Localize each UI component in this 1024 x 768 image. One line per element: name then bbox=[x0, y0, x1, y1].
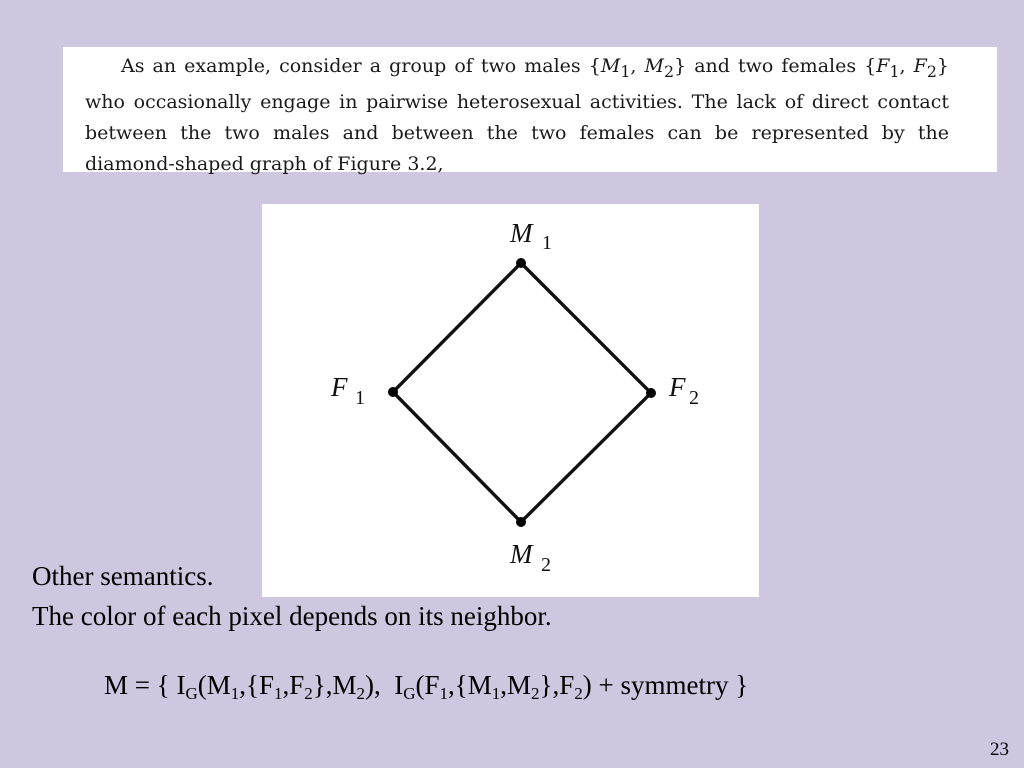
vertex-sub-f1: 1 bbox=[355, 387, 365, 409]
formula-t2c: ,M bbox=[500, 670, 531, 700]
vertex-m1 bbox=[516, 258, 526, 268]
excerpt-m1-sub: 1 bbox=[620, 61, 631, 81]
edge-f1-m2 bbox=[393, 392, 521, 522]
excerpt-text-2: } and two females { bbox=[674, 55, 877, 77]
formula-t2a-sub: 1 bbox=[439, 684, 449, 703]
formula-prefix: M = { bbox=[104, 670, 170, 700]
excerpt-paragraph: As an example, consider a group of two males {$M_1$, $M_2$} and two females {$F_1$, $F_2$} who occasionally engage in pairwise heterosexual activities. The lack of direct contact between the two males and between the two females can be represented by the diamond-shaped graph of Figure 3.2, bbox=[85, 55, 949, 175]
formula-t1-end: ), bbox=[364, 670, 381, 700]
formula-t1c-sub: 2 bbox=[304, 684, 313, 703]
formula-t2d: },F bbox=[539, 670, 575, 700]
formula-t2b: ,{M bbox=[448, 670, 492, 700]
vertex-m2 bbox=[516, 517, 526, 527]
edge-f2-m2 bbox=[521, 393, 651, 522]
excerpt-text-1: As an example, consider a group of two males { bbox=[121, 55, 601, 77]
model-formula bbox=[104, 670, 748, 701]
excerpt-m2-sub: 2 bbox=[663, 61, 675, 81]
excerpt-m2: M bbox=[644, 55, 664, 77]
vertex-label-m2: M bbox=[510, 539, 533, 569]
formula-t1a: (M bbox=[197, 670, 231, 700]
excerpt-f2: F bbox=[913, 55, 927, 77]
formula-i2-sub: G bbox=[403, 684, 416, 703]
excerpt-m1: M bbox=[600, 55, 621, 77]
formula-t1d-sub: 2 bbox=[356, 684, 365, 703]
excerpt-f2-sub: 2 bbox=[926, 61, 937, 81]
edge-m1-f1 bbox=[393, 263, 521, 392]
formula-t2b-sub: 1 bbox=[491, 684, 501, 703]
vertex-f1 bbox=[388, 387, 398, 397]
book-excerpt bbox=[63, 47, 997, 175]
formula-t1b-sub: 1 bbox=[273, 684, 283, 703]
vertex-label-f2: F bbox=[669, 372, 686, 402]
edge-m1-f2 bbox=[521, 263, 651, 393]
vertex-f2 bbox=[646, 388, 656, 398]
vertex-sub-f2: 2 bbox=[689, 387, 699, 409]
diamond-graph-figure bbox=[262, 204, 759, 597]
diamond-graph bbox=[262, 204, 759, 597]
formula-t1d: },M bbox=[312, 670, 357, 700]
formula-t1c: ,F bbox=[282, 670, 305, 700]
excerpt-f1-sub: 1 bbox=[889, 61, 900, 81]
excerpt-f1: F bbox=[876, 55, 890, 77]
vertex-label-m1: M bbox=[510, 218, 533, 248]
formula-t1b: ,{F bbox=[239, 670, 274, 700]
formula-t2a: (F bbox=[415, 670, 440, 700]
caption-pixel-neighbor: The color of each pixel depends on its neighbor. bbox=[32, 601, 552, 631]
formula-suffix: ) + symmetry } bbox=[582, 670, 749, 700]
formula-t2d-sub: 2 bbox=[574, 684, 583, 703]
formula-i1-sub: G bbox=[185, 684, 198, 703]
formula-i2: I bbox=[394, 670, 404, 700]
vertex-label-f1: F bbox=[331, 372, 348, 402]
formula-t2c-sub: 2 bbox=[531, 684, 540, 703]
formula-t1a-sub: 1 bbox=[230, 684, 240, 703]
slide-number: 23 bbox=[990, 739, 1009, 760]
vertex-sub-m2: 2 bbox=[541, 554, 551, 576]
caption-other-semantics: Other semantics. bbox=[32, 561, 214, 591]
vertex-sub-m1: 1 bbox=[542, 232, 552, 254]
excerpt-text-3: } who occasionally engage in pairwise heterosexual activities. The lack of direct contact between the two males and between the two females can be represented by the diamond-shaped graph of Figure 3.2, bbox=[85, 55, 949, 175]
formula-i1: I bbox=[176, 670, 186, 700]
